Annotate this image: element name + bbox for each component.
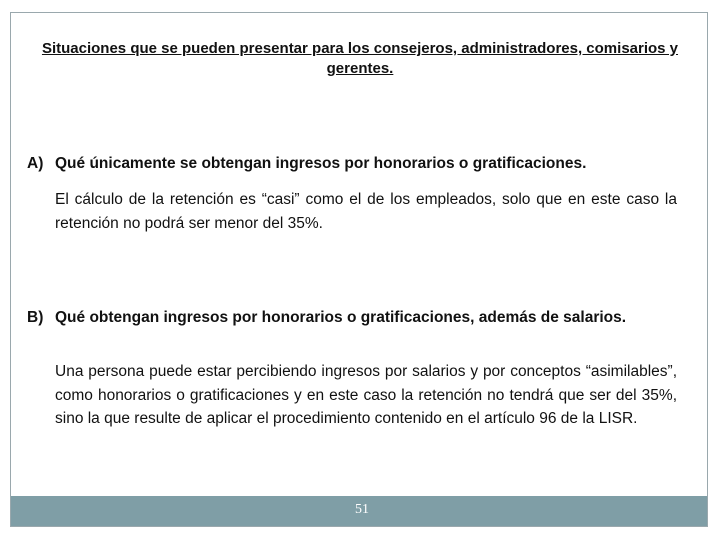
slide-title: Situaciones que se pueden presentar para los consejeros, administradores, comisarios y gerentes. [41,40,679,77]
section-b-heading [27,307,687,329]
page-number: 51 [355,502,369,517]
footer-bar [11,496,707,526]
section-a-heading-text: Qué únicamente se obtengan ingresos por honorarios o gratificaciones. [55,155,587,172]
section-a-body: El cálculo de la retención es “casi” como el de los empleados, solo que en este caso la retención no podrá ser menor del 35%. [55,191,677,232]
section-b-heading-text: Qué obtengan ingresos por honorarios o gratificaciones, además de salarios. [55,309,627,326]
section-b-marker: B) [27,309,44,326]
section-a-marker: A) [27,155,44,172]
section-a-heading [27,153,687,175]
section-b-body: Una persona puede estar percibiendo ingresos por salarios y por conceptos “asimilables”, como honorarios o gratificaciones y en este caso la retención no tendrá que ser del 35%, sino la que resulte de aplicar el procedimiento contenido en el artículo 96 de la LISR. [55,363,677,427]
slide [10,12,708,527]
